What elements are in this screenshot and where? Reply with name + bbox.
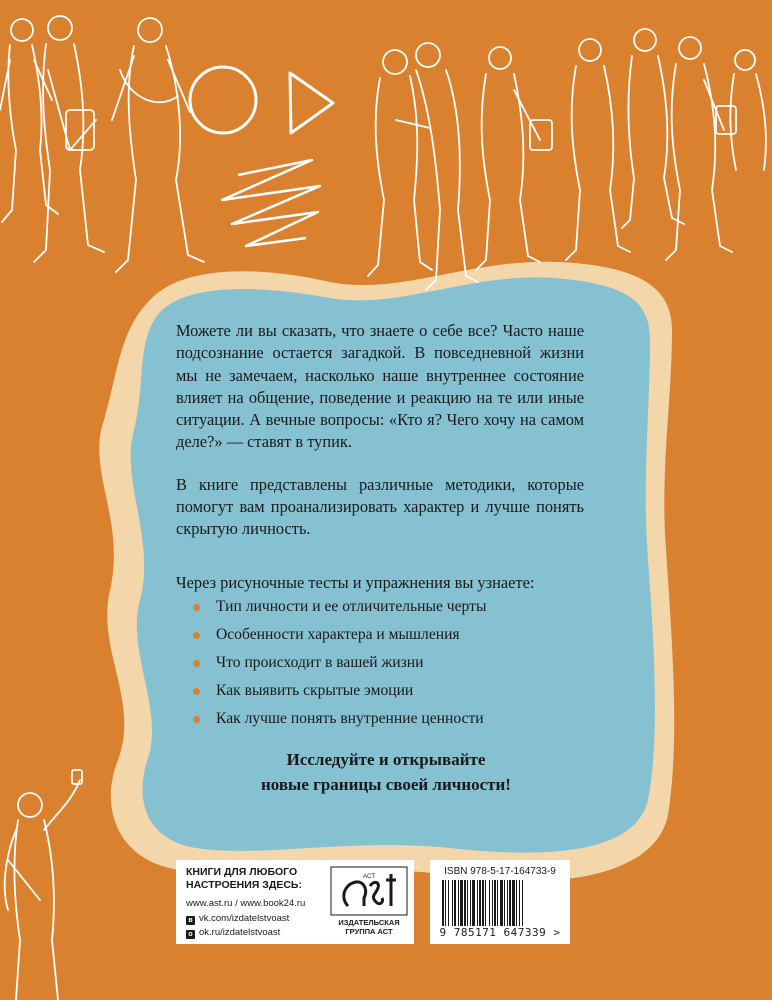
intro-paragraph-1: Можете ли вы сказать, что знаете о себе все? Часто наше подсознание остается загадкой. В повседневной жизни мы не замечаем, насколько наше внутреннее состояние влияет на общение, поведение и реакцию на те или иные ситуации. А вечные вопросы: «Кто я? Чего хочу на самом деле?» — ставят в тупик. (176, 321, 584, 452)
barcode-bar (472, 880, 475, 926)
barcode-bar (504, 880, 505, 926)
barcode-bar (448, 880, 449, 926)
list-item (176, 708, 596, 736)
bullet-dot (193, 660, 200, 667)
barcode-bar (458, 880, 459, 926)
barcode-digits: 9 785171 647339 > (439, 926, 561, 939)
barcode-bar (454, 880, 456, 926)
vk-icon: в (186, 916, 195, 925)
barcode-bar (519, 880, 520, 926)
intro-paragraph-2: В книге представлены различные методики, которые помогут вам проанализировать характер и лучше понять скрытую личность. (176, 474, 584, 539)
sites-link[interactable]: www.ast.ru / www.book24.ru (186, 898, 306, 909)
logo-caption (330, 918, 408, 936)
barcode-bar (512, 880, 515, 926)
logo-text: ACT (363, 874, 375, 880)
list-item (176, 596, 596, 624)
isbn-box (430, 860, 570, 944)
person-with-phone-sketch (5, 770, 82, 1000)
logo-caption-line-2: ГРУППА АСТ (345, 927, 393, 936)
list-item-label: Тип личности и ее отличительные черты (216, 598, 487, 615)
list-item (176, 680, 596, 708)
list-item-label: Как лучше понять внутренние ценности (216, 710, 484, 727)
barcode-bar (467, 880, 468, 926)
barcode-bar (445, 880, 446, 926)
closing-line-2: новые границы своей личности! (261, 775, 511, 794)
triangle-shape (290, 73, 333, 133)
bullet-dot (193, 716, 200, 723)
feature-list (176, 596, 596, 736)
publisher-title-line-2: НАСТРОЕНИЯ ЗДЕСЬ: (186, 879, 302, 891)
list-item-label: Что происходит в вашей жизни (216, 654, 424, 671)
barcode-bar (442, 880, 444, 926)
barcode-bar (464, 880, 466, 926)
bullet-dot (193, 688, 200, 695)
circle-shape (190, 67, 256, 133)
barcode-bar (492, 880, 493, 926)
publisher-title-line-1: КНИГИ ДЛЯ ЛЮБОГО (186, 866, 298, 878)
barcode-graphic (440, 880, 560, 926)
barcode-bar (479, 880, 481, 926)
list-item (176, 652, 596, 680)
barcode-bar (497, 880, 498, 926)
barcode-bar (494, 880, 496, 926)
ast-logo (330, 866, 408, 940)
barcode-bar (516, 880, 517, 926)
vk-link-text[interactable]: vk.com/izdatelstvoast (199, 913, 290, 924)
barcode-bar (477, 880, 478, 926)
walking-people-sketch (0, 16, 766, 290)
barcode-bar (509, 880, 511, 926)
barcode-bar (452, 880, 453, 926)
publisher-box (176, 860, 414, 944)
barcode-bar (522, 880, 523, 926)
intro-text (176, 320, 584, 561)
closing-slogan (176, 747, 596, 797)
barcode-bar (482, 880, 484, 926)
publisher-box-title (186, 866, 302, 892)
barcode-bar (489, 880, 490, 926)
barcode-bar (500, 880, 503, 926)
list-item (176, 624, 596, 652)
isbn-text: ISBN 978-5-17-164733-9 (444, 866, 556, 877)
ok-icon: о (186, 930, 195, 939)
list-heading: Через рисуночные тесты и упражнения вы узнаете: (176, 573, 535, 592)
bullet-dot (193, 604, 200, 611)
ast-logo-mark (330, 866, 408, 916)
bullet-dot (193, 632, 200, 639)
zigzag-shape (222, 160, 320, 246)
logo-caption-line-1: ИЗДАТЕЛЬСКАЯ (338, 918, 400, 927)
ok-link-text[interactable]: ok.ru/izdatelstvoast (199, 927, 281, 938)
list-item-label: Как выявить скрытые эмоции (216, 682, 414, 699)
closing-line-1: Исследуйте и открывайте (286, 750, 486, 769)
vk-link[interactable] (186, 913, 289, 925)
barcode-bar (470, 880, 471, 926)
barcode-bar (460, 880, 463, 926)
list-item-label: Особенности характера и мышления (216, 626, 460, 643)
ok-link[interactable] (186, 927, 280, 939)
barcode-bar (485, 880, 486, 926)
barcode-bar (507, 880, 508, 926)
